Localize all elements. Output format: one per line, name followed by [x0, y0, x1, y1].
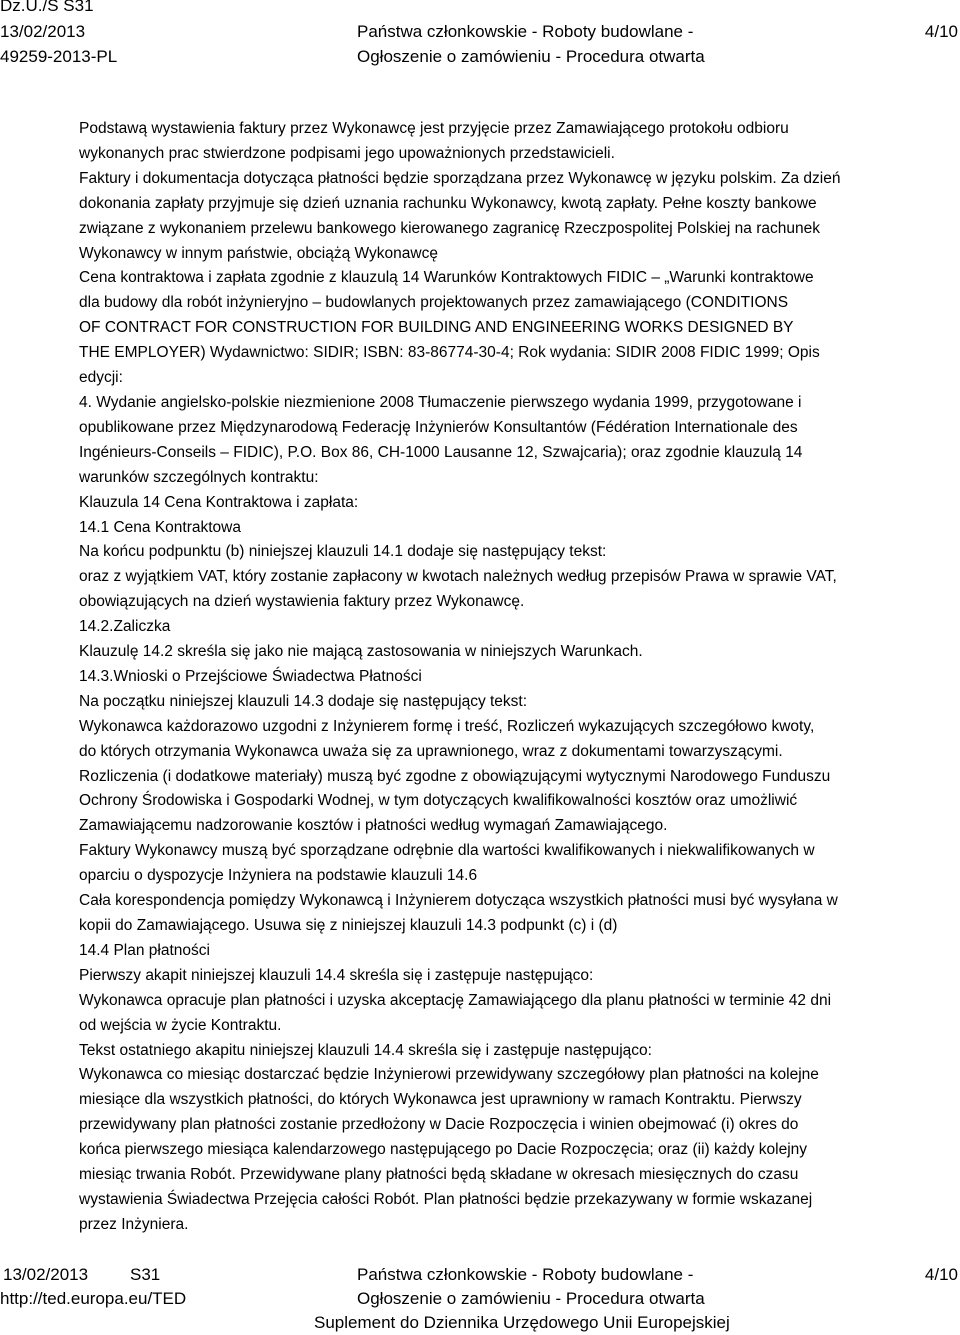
body-line: Cała korespondencja pomiędzy Wykonawcą i Inżynierem dotycząca wszystkich płatności musi być wysyłana w	[79, 892, 838, 910]
header-doc-ref: Dz.U./S S31	[0, 0, 94, 15]
body-line: dokonania zapłaty przyjmuje się dzień uznania rachunku Wykonawcy, kwotą zapłaty. Pełne koszty bankowe	[79, 194, 817, 212]
body-line: 14.4 Plan płatności	[79, 941, 210, 959]
body-line: Faktury i dokumentacja dotycząca płatności będzie sporządzana przez Wykonawcę w języku polskim. Za dzień	[79, 169, 841, 187]
body-line: związane z wykonaniem przelewu bankowego kierowanego zagranicę Rzeczpospolitej Polskiej na rachunek	[79, 219, 820, 237]
body-line: 4. Wydanie angielsko-polskie niezmienione 2008 Tłumaczenie pierwszego wydania 1999, przygotowane i	[79, 393, 802, 411]
body-line: Wykonawca co miesiąc dostarczać będzie Inżynierowi przewidywany szczegółowy plan płatności na kolejne	[79, 1066, 819, 1084]
document-body	[79, 117, 949, 1238]
page-footer	[0, 1263, 960, 1334]
body-line: opublikowane przez Międzynarodową Federację Inżynierów Konsultantów (Fédération Internationale des	[79, 418, 798, 436]
body-line: Ingénieurs-Conseils – FIDIC), P.O. Box 86, CH-1000 Lausanne 12, Szwajcaria); oraz zgodnie klauzulą 14	[79, 443, 803, 461]
body-line: miesiące dla wszystkich płatności, do których Wykonawca jest uprawniony w ramach Kontraktu. Pierwszy	[79, 1091, 802, 1109]
body-line: wykonanych prac stwierdzone podpisami jego upoważnionych przedstawicieli.	[79, 144, 615, 162]
body-line: obowiązujących na dzień wystawienia faktury przez Wykonawcę.	[79, 593, 525, 611]
body-line: miesiąc trwania Robót. Przewidywane plany płatności będą składane w okresach miesięcznych do czasu	[79, 1166, 799, 1184]
footer-series: S31	[130, 1265, 161, 1284]
body-line: do których otrzymania Wykonawca uważa się za uprawnionego, wraz z dokumentami towarzyszącymi.	[79, 742, 783, 760]
header-date: 13/02/2013	[0, 22, 86, 41]
body-line: oraz z wyjątkiem VAT, który zostanie zapłacony w kwotach należnych według przepisów Prawa w sprawie VAT,	[79, 568, 837, 586]
body-line: Na końcu podpunktu (b) niniejszej klauzuli 14.1 dodaje się następujący tekst:	[79, 543, 607, 561]
body-line: Ochrony Środowiska i Gospodarki Wodnej, w tym dotyczących kwalifikowalności kosztów oraz umożliwić	[79, 792, 798, 810]
body-line: 14.2.Zaliczka	[79, 618, 171, 636]
footer-notice-type: Ogłoszenie o zamówieniu - Procedura otwarta	[357, 1289, 705, 1308]
body-line: Faktury Wykonawcy muszą być sporządzane odrębnie dla wartości kwalifikowanych i niekwalifikowanych w	[79, 842, 815, 860]
body-line: warunków szczególnych kontraktu:	[79, 468, 319, 486]
body-line: Wykonawcy w innym państwie, obciążą Wykonawcę	[79, 244, 438, 262]
body-line: Wykonawca opracuje plan płatności i uzyska akceptację Zamawiającego dla planu płatności w terminie 42 dni	[79, 991, 832, 1009]
body-line: wystawienia Świadectwa Przejęcia całości Robót. Plan płatności będzie przekazywany w formie wskazanej	[79, 1190, 813, 1208]
body-line: Podstawą wystawienia faktury przez Wykonawcę jest przyjęcie przez Zamawiającego protokołu odbioru	[79, 120, 789, 137]
header-notice-id: 49259-2013-PL	[0, 47, 118, 66]
body-line: 14.1 Cena Kontraktowa	[79, 518, 241, 536]
body-line: kopii do Zamawiającego. Usuwa się z niniejszej klauzuli 14.3 podpunkt (c) i (d)	[79, 917, 618, 934]
body-line: Tekst ostatniego akapitu niniejszej klauzuli 14.4 skreśla się i zastępuje następująco:	[79, 1041, 652, 1059]
body-line: Na początku niniejszej klauzuli 14.3 dodaje się następujący tekst:	[79, 692, 528, 710]
header-notice-type: Ogłoszenie o zamówieniu - Procedura otwarta	[357, 47, 705, 66]
body-line: THE EMPLOYER) Wydawnictwo: SIDIR; ISBN: 83-86774-30-4; Rok wydania: SIDIR 2008 FIDIC 1999; Opis	[79, 344, 820, 362]
body-line: oparciu o dyspozycje Inżyniera na podstawie klauzuli 14.6	[79, 867, 478, 885]
body-line: Wykonawca każdorazowo uzgodni z Inżynierem formę i treść, Rozliczeń wykazujących szczegółowo kwoty,	[79, 717, 815, 735]
body-line: 14.3.Wnioski o Przejściowe Świadectwa Płatności	[79, 667, 422, 685]
header-page-number: 4/10	[924, 22, 958, 41]
body-line: dla budowy dla robót inżynieryjno – budowlanych projektowanych przez zamawiającego (CONDITIONS	[79, 294, 789, 312]
body-line: Rozliczenia (i dodatkowe materiały) muszą być zgodne z obowiązującymi wytycznymi Narodowego Funduszu	[79, 767, 831, 785]
body-line: OF CONTRACT FOR CONSTRUCTION FOR BUILDING AND ENGINEERING WORKS DESIGNED BY	[79, 319, 794, 337]
body-line: Klauzulę 14.2 skreśla się jako nie mającą zastosowania w niniejszych Warunkach.	[79, 643, 643, 661]
body-line: Pierwszy akapit niniejszej klauzuli 14.4 skreśla się i zastępuje następująco:	[79, 966, 594, 984]
body-line: edycji:	[79, 369, 123, 387]
header-category: Państwa członkowskie - Roboty budowlane -	[357, 22, 694, 41]
body-line: przez Inżyniera.	[79, 1215, 189, 1233]
footer-category: Państwa członkowskie - Roboty budowlane -	[357, 1265, 694, 1284]
body-line: przewidywany plan płatności zostanie przedłożony w Dacie Rozpoczęcia i winien obejmować (i) okres do	[79, 1116, 799, 1134]
footer-supplement: Suplement do Dziennika Urzędowego Unii Europejskiej	[314, 1313, 730, 1332]
body-line: od wejścia w życie Kontraktu.	[79, 1016, 282, 1034]
body-line: Zamawiającemu nadzorowanie kosztów i płatności według wymagań Zamawiającego.	[79, 817, 668, 835]
body-line: Cena kontraktowa i zapłata zgodnie z klauzulą 14 Warunków Kontraktowych FIDIC – „Warunki kontraktowe	[79, 269, 814, 287]
body-line: Klauzula 14 Cena Kontraktowa i zapłata:	[79, 493, 359, 511]
footer-date: 13/02/2013	[3, 1265, 89, 1284]
page-header	[0, 0, 960, 72]
footer-page-number: 4/10	[924, 1265, 958, 1284]
footer-url: http://ted.europa.eu/TED	[0, 1289, 187, 1308]
body-line: końca pierwszego miesiąca kalendarzowego następującego po Dacie Rozpoczęcia; oraz (ii) każdy kolejny	[79, 1141, 808, 1159]
